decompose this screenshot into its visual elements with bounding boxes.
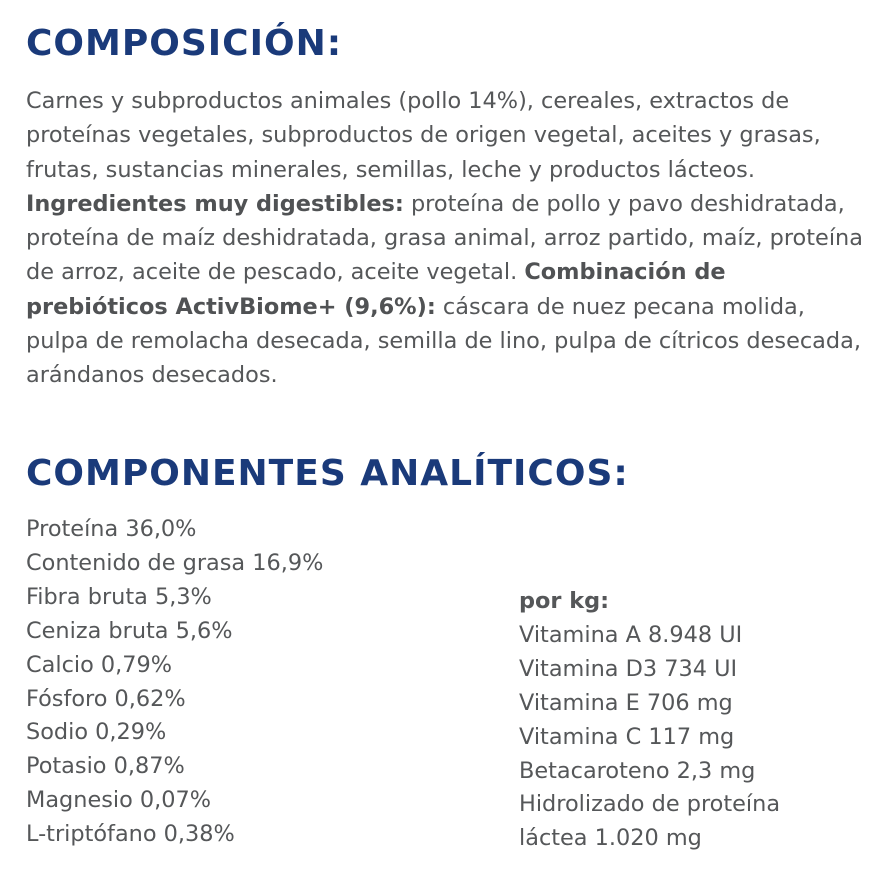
composition-text-3: cáscara de nuez pecana molida, pulpa de remolacha desecada, semilla de lino, pulpa de cítricos desecada, arándanos desecados. [26, 293, 861, 389]
composition-heading: COMPOSICIÓN: [26, 23, 343, 64]
composition-paragraph [26, 84, 866, 393]
list-item: Hidrolizado de proteína [519, 791, 781, 818]
analytical-list [26, 513, 323, 852]
list-item: Vitamina C 117 mg [519, 723, 735, 750]
list-item: L-triptófano 0,38% [26, 821, 235, 848]
list-item: Calcio 0,79% [26, 651, 173, 678]
list-item: Vitamina A 8.948 UI [519, 621, 743, 648]
analytical-heading: COMPONENTES ANALÍTICOS: [26, 453, 629, 494]
digestible-ingredients-label: Ingredientes muy digestibles: [26, 190, 404, 217]
composition-text-1: Carnes y subproductos animales (pollo 14%), cereales, extractos de proteínas vegetales, subproductos de origen vegetal, aceites y grasas, frutas, sustancias minerales, semillas, leche y productos lácteos. [26, 88, 821, 183]
list-item: Sodio 0,29% [26, 719, 167, 746]
list-item: Contenido de grasa 16,9% [26, 549, 324, 576]
composition-text-2: proteína de pollo y pavo deshidratada, proteína de maíz deshidratada, grasa animal, arroz partido, maíz, proteína de arroz, aceite de pescado, aceite vegetal. [26, 190, 863, 286]
list-item: Magnesio 0,07% [26, 787, 212, 814]
list-item: Proteína 36,0% [26, 516, 197, 542]
list-item: Vitamina D3 734 UI [519, 655, 738, 682]
list-item: Ceniza bruta 5,6% [26, 617, 233, 644]
list-item: Fósforo 0,62% [26, 685, 186, 712]
list-item: Betacaroteno 2,3 mg [519, 757, 756, 784]
list-item: láctea 1.020 mg [519, 825, 702, 852]
list-item: Potasio 0,87% [26, 753, 185, 780]
list-item: Fibra bruta 5,3% [26, 583, 212, 610]
vitamins-list [519, 585, 780, 856]
list-item: Vitamina E 706 mg [519, 689, 733, 716]
prebiotics-label: Combinación de prebióticos ActivBiome+ (9,6%): [26, 259, 726, 320]
per-kg-label: por kg: [519, 588, 610, 614]
